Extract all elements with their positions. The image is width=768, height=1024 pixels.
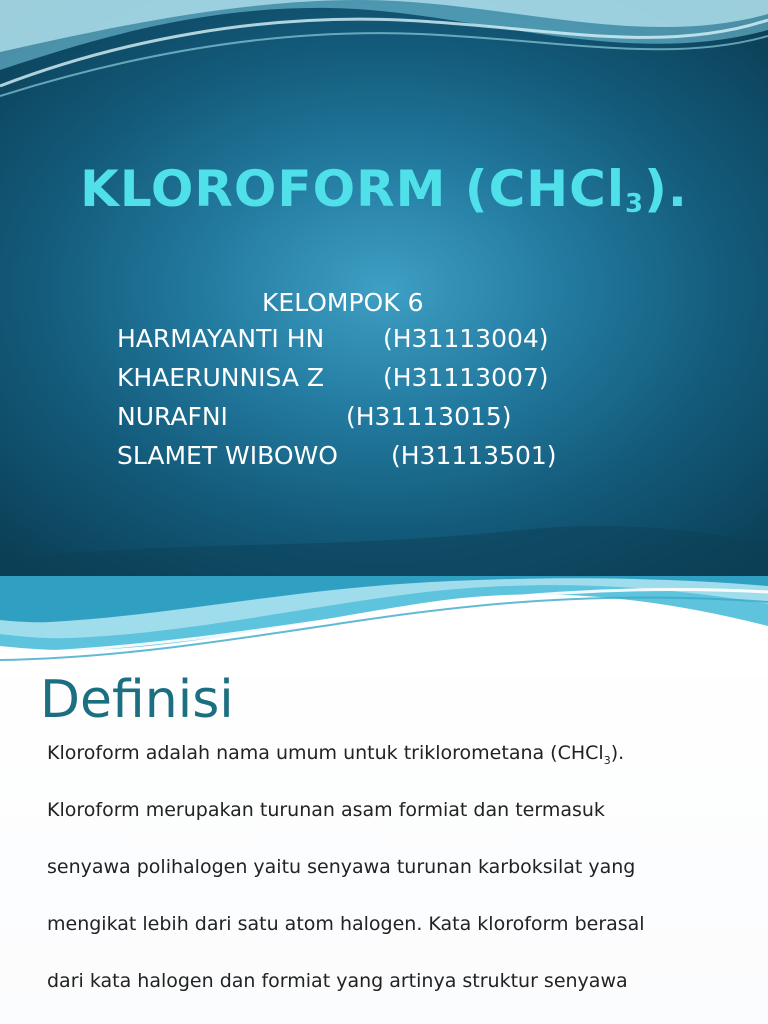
member-id: (H31113501) [391, 441, 557, 470]
member-name: KHAERUNNISA Z [117, 363, 325, 392]
member-id: (H31113007) [383, 363, 549, 392]
top-wave-decoration [0, 0, 768, 110]
group-heading: KELOMPOK 6 [262, 288, 424, 317]
member-row [117, 324, 677, 363]
member-row [117, 441, 677, 480]
member-name: NURAFNI [117, 402, 228, 431]
paragraph-line: Kloroform merupakan turunan asam formiat dan termasuk [47, 799, 605, 821]
paragraph-line: Kloroform adalah nama umum untuk triklorometana (CHCl$_3$). [47, 742, 625, 767]
paragraph-line: mengikat lebih dari satu atom halogen. Kata kloroform berasal [47, 913, 645, 935]
paragraph-line: senyawa polihalogen yaitu senyawa turunan karboksilat yang [47, 856, 636, 878]
header-wave-decoration [0, 576, 768, 676]
member-list [117, 324, 677, 480]
definition-paragraph [47, 742, 737, 1024]
definition-slide [0, 576, 768, 1024]
slide-title: KLOROFORM (CHCl$_3$). [80, 160, 688, 219]
bottom-wave-decoration [0, 500, 768, 576]
member-id: (H31113004) [383, 324, 549, 353]
section-heading: Definisi [40, 670, 234, 730]
member-id: (H31113015) [346, 402, 512, 431]
member-name: SLAMET WIBOWO [117, 441, 338, 470]
member-name: HARMAYANTI HN [117, 324, 325, 353]
member-row [117, 402, 677, 441]
member-row [117, 363, 677, 402]
paragraph-line: dari kata halogen dan formiat yang artinya struktur senyawa [47, 970, 628, 992]
